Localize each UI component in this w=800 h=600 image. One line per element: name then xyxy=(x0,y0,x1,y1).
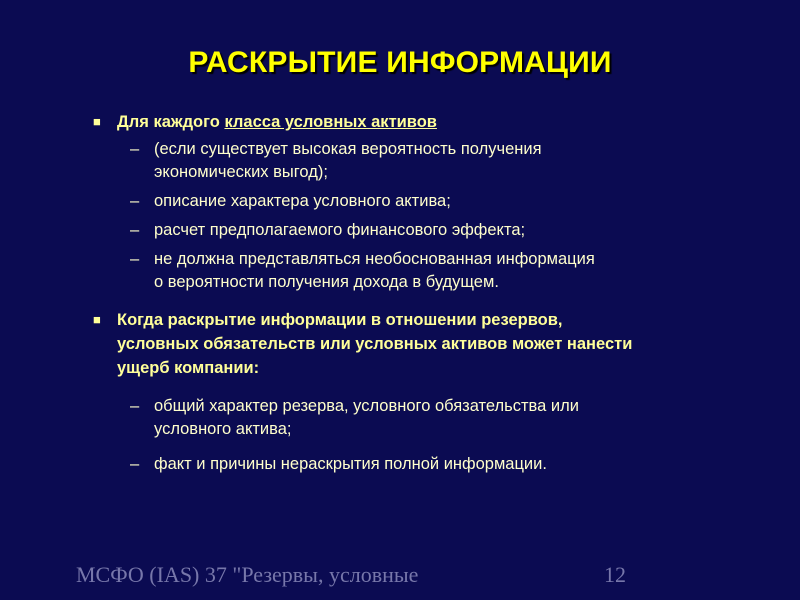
subitem xyxy=(90,219,780,242)
subitem xyxy=(90,248,780,294)
slide-content xyxy=(90,110,780,476)
slide-title: РАСКРЫТИЕ ИНФОРМАЦИИ xyxy=(188,46,612,79)
slide-footer xyxy=(0,562,800,600)
bullet-2-line: Когда раскрытие информации в отношении резервов, xyxy=(117,311,563,329)
bullet-2-line: условных обязательств или условных активов может нанести xyxy=(117,335,633,353)
dash-icon: – xyxy=(130,221,140,239)
bullet-2-line: ущерб компании: xyxy=(117,359,260,377)
footer-text: МСФО (IAS) 37 "Резервы, условные xyxy=(76,562,419,587)
subitem-line: расчет предполагаемого финансового эффекта; xyxy=(154,221,526,239)
bullet-1-subitems xyxy=(90,138,780,294)
subitem-line: не должна представляться необоснованная информация xyxy=(154,250,595,268)
bullet-1 xyxy=(90,110,780,134)
subitem-line: общий характер резерва, условного обязательства или xyxy=(154,397,579,415)
bullet-1-underlined: класса условных активов xyxy=(224,113,437,131)
dash-icon: – xyxy=(130,140,140,158)
page-number: 12 xyxy=(604,562,626,587)
subitem xyxy=(90,395,780,441)
subitem-line: экономических выгод); xyxy=(154,163,328,181)
square-bullet-icon: ■ xyxy=(93,312,101,327)
bullet-2-subitems xyxy=(90,395,780,476)
dash-icon: – xyxy=(130,192,140,210)
dash-icon: – xyxy=(130,455,140,473)
subitem xyxy=(90,453,780,476)
subitem-line: факт и причины нераскрытия полной информации. xyxy=(154,455,547,473)
bullet-2 xyxy=(90,308,780,380)
subitem xyxy=(90,138,780,184)
subitem-line: (если существует высокая вероятность получения xyxy=(154,140,542,158)
subitem-line: описание характера условного актива; xyxy=(154,192,451,210)
dash-icon: – xyxy=(130,397,140,415)
subitem-line: о вероятности получения дохода в будущем. xyxy=(154,273,499,291)
subitem xyxy=(90,190,780,213)
bullet-1-prefix: Для каждого xyxy=(117,113,225,131)
subitem-line: условного актива; xyxy=(154,420,292,438)
square-bullet-icon: ■ xyxy=(93,114,101,129)
dash-icon: – xyxy=(130,250,140,268)
